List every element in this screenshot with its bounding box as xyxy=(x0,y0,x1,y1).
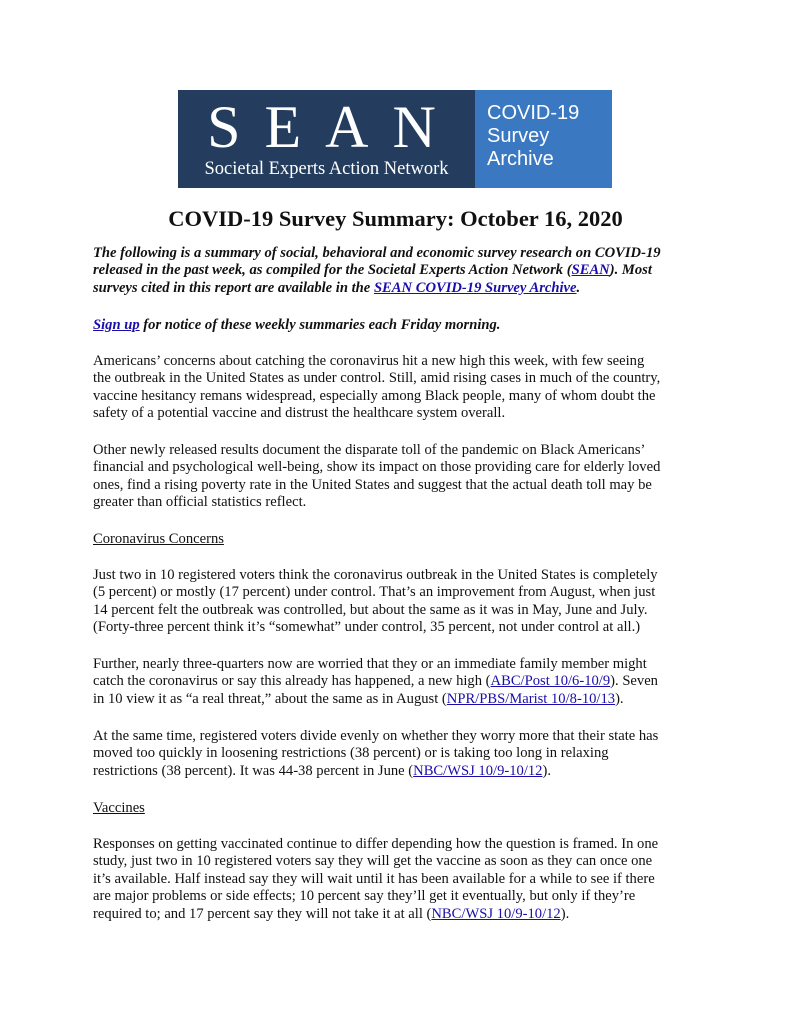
text-line: The following is a summary of social, behavioral and economic survey research on COVID-19 xyxy=(93,245,661,261)
text-line: it’s available. Half instead say they will wait until it has been available for a while to see if there xyxy=(93,870,655,887)
coronavirus-concerns-paragraph-1 xyxy=(93,567,713,637)
text-line: Other newly released results document the disparate toll of the pandemic on Black Americans’ xyxy=(93,442,646,458)
text-span: restrictions (38 percent). It was 44-38 percent in June ( xyxy=(93,762,414,779)
text-line: (Forty-three percent think it’s “somewhat” under control, 35 percent, not under control at all.) xyxy=(93,619,641,636)
sean-logo xyxy=(178,90,612,188)
text-line: At the same time, registered voters divide evenly on whether they worry more that their state has xyxy=(93,728,659,744)
text-span: ). Most xyxy=(609,262,652,279)
text-span: required to; and 17 percent say they will not take it at all ( xyxy=(93,905,432,922)
text-line xyxy=(93,673,713,690)
text-line: the outbreak in the United States as under control. Still, amid rising cases in much of the country, xyxy=(93,370,661,387)
text-line xyxy=(93,763,713,780)
text-line: Further, nearly three-quarters now are worried that they or an immediate family member might xyxy=(93,656,647,672)
text-line: Just two in 10 registered voters think the coronavirus outbreak in the United States is completely xyxy=(93,567,658,583)
section-heading-vaccines xyxy=(93,800,713,817)
sign-up-link[interactable]: Sign up xyxy=(93,317,140,333)
text-span: ). xyxy=(615,690,624,707)
abc-post-link[interactable]: ABC/Post 10/6-10/9 xyxy=(490,673,611,690)
text-line: Americans’ concerns about catching the coronavirus hit a new high this week, with few seeing xyxy=(93,353,645,369)
text-line xyxy=(93,906,713,923)
coronavirus-concerns-paragraph-3 xyxy=(93,728,713,780)
heading-text: Coronavirus Concerns xyxy=(93,531,224,547)
logo-right-line: Survey xyxy=(487,125,550,147)
summary-paragraph-1 xyxy=(93,353,713,423)
text-line: 14 percent felt the outbreak was controlled, but about the same as it was in May, June and July. xyxy=(93,601,648,618)
text-span: for notice of these weekly summaries each Friday morning. xyxy=(139,317,501,333)
npr-pbs-marist-link[interactable]: NPR/PBS/Marist 10/8-10/13 xyxy=(446,690,616,707)
text-span: . xyxy=(576,279,581,296)
heading-text: Vaccines xyxy=(93,800,145,816)
nbc-wsj-link[interactable]: NBC/WSJ 10/9-10/12 xyxy=(431,905,561,922)
intro-paragraph xyxy=(93,245,713,297)
logo-subtitle: Societal Experts Action Network xyxy=(204,159,449,179)
survey-archive-link[interactable]: SEAN COVID-19 Survey Archive xyxy=(373,279,577,296)
text-line xyxy=(93,317,713,334)
nbc-wsj-link[interactable]: NBC/WSJ 10/9-10/12 xyxy=(413,762,543,779)
text-line xyxy=(93,691,713,708)
text-line: moved too quickly in loosening restrictions (38 percent) or is taking too long in relaxing xyxy=(93,745,609,762)
text-line: are major problems or side effects; 10 percent say they’ll get it eventually, but only if they’re xyxy=(93,888,636,905)
text-line: Responses on getting vaccinated continue to differ depending how the question is framed. In one xyxy=(93,836,659,852)
text-span: in 10 view it as “a real threat,” about the same as in August ( xyxy=(93,690,447,707)
text-span: released in the past week, as compiled for the Societal Experts Action Network ( xyxy=(93,262,572,279)
text-span: ). xyxy=(542,762,551,779)
text-line: ones, find a rising poverty rate in the United States and suggest that the actual death toll may be xyxy=(93,476,652,493)
sean-link[interactable]: SEAN xyxy=(571,262,610,279)
document-title: COVID-19 Survey Summary: October 16, 2020 xyxy=(168,206,623,231)
vaccines-paragraph-1 xyxy=(93,836,713,923)
text-line: (5 percent) or mostly (17 percent) under control. That’s an improvement from August, when just xyxy=(93,584,656,601)
text-line: study, just two in 10 registered voters say they will get the vaccine as soon as they can once one xyxy=(93,853,653,870)
signup-paragraph xyxy=(93,317,713,334)
text-line: financial and psychological well-being, show its impact on those providing care for elderly loved xyxy=(93,459,661,476)
text-line xyxy=(93,262,713,279)
text-line xyxy=(93,280,713,297)
text-span: catch the coronavirus or say this already has happened, a new high ( xyxy=(93,673,491,690)
logo-left-panel xyxy=(178,90,475,188)
coronavirus-concerns-paragraph-2 xyxy=(93,656,713,708)
section-heading-coronavirus-concerns xyxy=(93,531,713,548)
logo-right-line: COVID-19 xyxy=(487,102,580,124)
text-span: surveys cited in this report are available in the xyxy=(93,279,374,296)
logo-acronym: SEAN xyxy=(207,94,460,160)
text-line: safety of a potential vaccine and distrust the healthcare system overall. xyxy=(93,405,506,422)
logo-right-panel xyxy=(475,90,612,188)
summary-paragraph-2 xyxy=(93,442,713,512)
logo-right-line: Archive xyxy=(487,148,554,170)
text-span: ). Seven xyxy=(610,673,658,690)
text-line: vaccine hesitancy remans widespread, especially among Black people, many of whom doubt the xyxy=(93,387,656,404)
text-span: ). xyxy=(560,905,570,922)
text-line: greater than official statistics reflect. xyxy=(93,494,307,511)
